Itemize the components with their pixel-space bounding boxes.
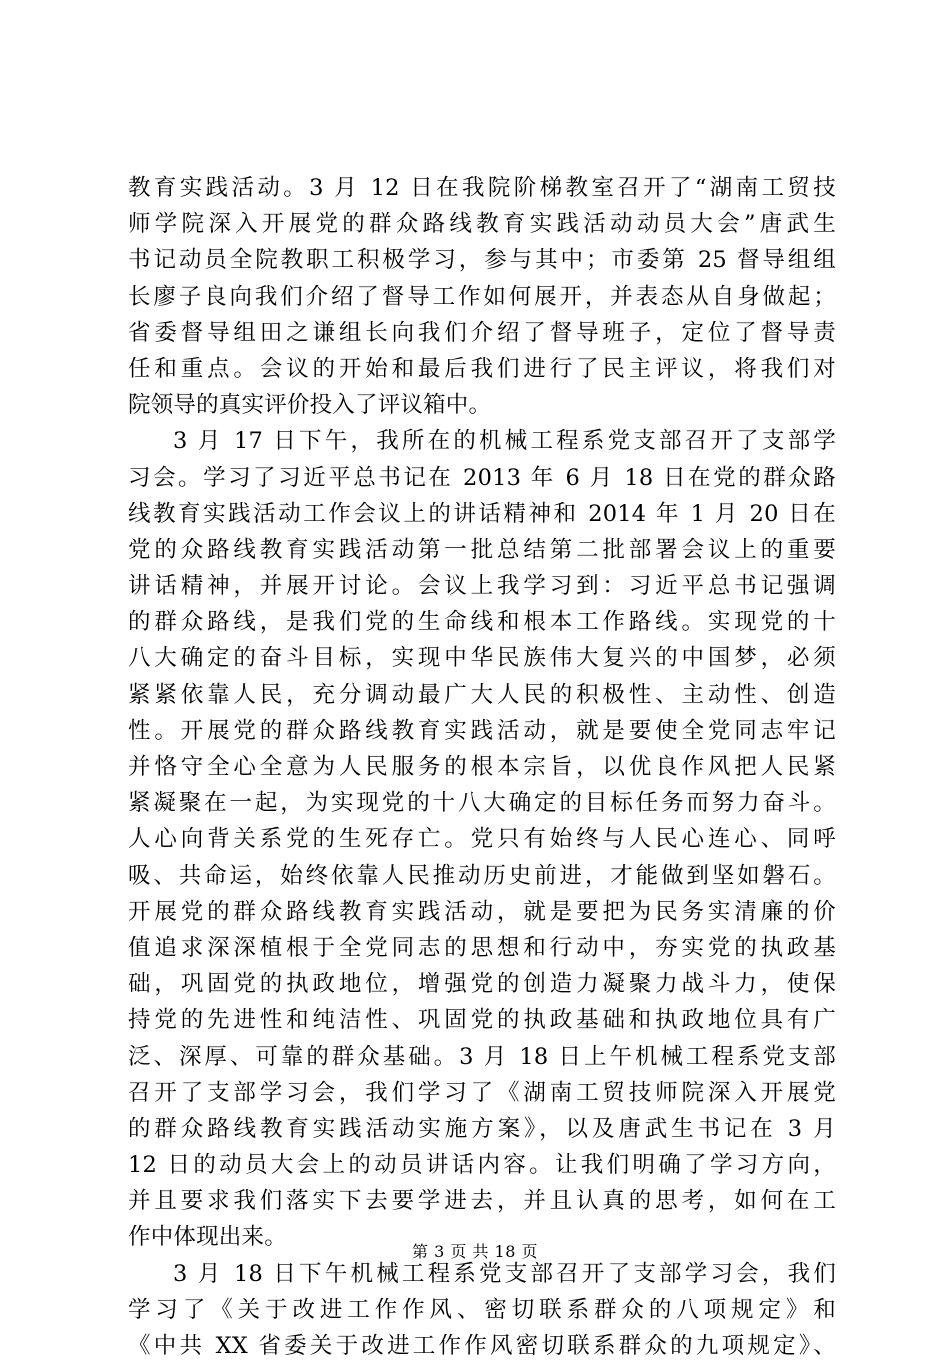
text-line: 性。开展党的群众路线教育实践活动，就是要使全党同志牢记 (128, 717, 836, 744)
text-line: 开展党的群众路线教育实践活动，就是要把为民务实清廉的价 (128, 898, 836, 925)
text-line: 作中体现出来。 (128, 1224, 287, 1251)
text-line: 书记动员全院教职工积极学习，参与其中；市委第 25 督导组组 (128, 247, 836, 274)
text-line: 院领导的真实评价投入了评议箱中。 (128, 392, 492, 419)
text-line: 《中共 XX 省委关于改进工作作风密切联系群众的九项规定》、 (128, 1333, 836, 1359)
text-line: 础，巩固党的执政地位，增强党的创造力凝聚力战斗力，使保 (128, 971, 836, 998)
text-line: 吸、共命运，始终依靠人民推动历史前进，才能做到坚如磐石。 (128, 862, 836, 889)
body-text (128, 170, 836, 1364)
text-line: 讲话精神，并展开讨论。会议上我学习到：习近平总书记强调 (128, 573, 836, 600)
text-line: 的群众路线教育实践活动实施方案》，以及唐武生书记在 3 月 (128, 1115, 836, 1142)
text-line: 教育实践活动。3 月 12 日在我院阶梯教室召开了“湖南工贸技 (128, 175, 836, 201)
text-line: 泛、深厚、可靠的群众基础。3 月 18 日上午机械工程系党支部 (128, 1043, 836, 1070)
text-line: 师学院深入开展党的群众路线教育实践活动动员大会”唐武生 (128, 211, 836, 238)
text-line: 并且要求我们落实下去要学进去，并且认真的思考，如何在工 (128, 1188, 836, 1215)
text-line: 人心向背关系党的生死存亡。党只有始终与人民心连心、同呼 (128, 826, 836, 853)
text-line: 习会。学习了习近平总书记在 2013 年 6 月 18 日在党的群众路 (128, 464, 836, 491)
text-line: 八大确定的奋斗目标，实现中华民族伟大复兴的中国梦，必须 (128, 645, 836, 672)
text-line: 任和重点。会议的开始和最后我们进行了民主评议，将我们对 (128, 355, 836, 382)
text-line: 紧紧依靠人民，充分调动最广大人民的积极性、主动性、创造 (128, 681, 836, 708)
text-line: 紧凝聚在一起，为实现党的十八大确定的目标任务而努力奋斗。 (128, 790, 836, 817)
text-line: 值追求深深植根于全党同志的思想和行动中，夯实党的执政基 (128, 934, 836, 961)
text-line: 的群众路线，是我们党的生命线和根本工作路线。实现党的十 (128, 609, 836, 636)
text-line: 召开了支部学习会，我们学习了《湖南工贸技师院深入开展党 (128, 1079, 836, 1106)
text-line: 线教育实践活动工作会议上的讲话精神和 2014 年 1 月 20 日在 (128, 500, 836, 527)
paragraph-start-line: 3 月 18 日下午机械工程系党支部召开了支部学习会，我们 (173, 1260, 836, 1287)
text-line: 省委督导组田之谦组长向我们介绍了督导班子，定位了督导责 (128, 319, 836, 346)
text-line: 长廖子良向我们介绍了督导工作如何展开，并表态从自身做起； (128, 283, 836, 310)
text-line: 持党的先进性和纯洁性、巩固党的执政基础和执政地位具有广 (128, 1007, 836, 1034)
page-number-footer: 第 3 页 共 18 页 (412, 1242, 538, 1261)
text-line: 12 日的动员大会上的动员讲话内容。让我们明确了学习方向， (128, 1152, 836, 1179)
text-line: 学习了《关于改进工作作风、密切联系群众的八项规定》和 (128, 1296, 836, 1323)
paragraph-start-line: 3 月 17 日下午，我所在的机械工程系党支部召开了支部学 (173, 428, 836, 455)
text-line: 并恪守全心全意为人民服务的根本宗旨，以优良作风把人民紧 (128, 754, 836, 780)
text-line: 党的众路线教育实践活动第一批总结第二批部署会议上的重要 (128, 536, 836, 563)
